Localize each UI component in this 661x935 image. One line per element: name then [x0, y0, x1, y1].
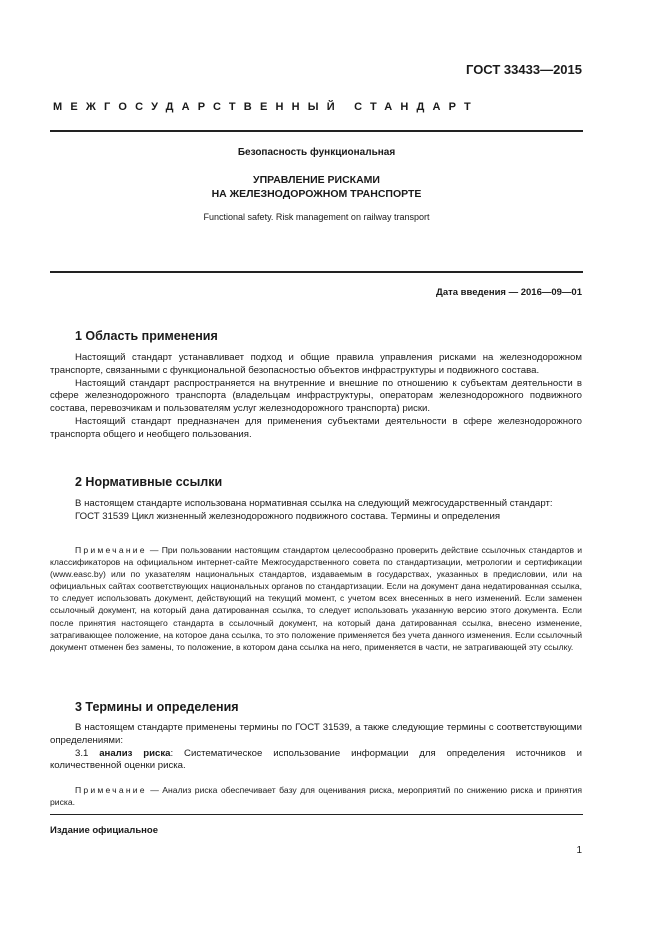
introduction-date: Дата введения — 2016—09—01 [436, 287, 582, 298]
term-entry [50, 748, 582, 774]
section-1-heading: 1 Область применения [75, 329, 218, 343]
document-number: ГОСТ 33433—2015 [466, 62, 582, 77]
english-title: Functional safety. Risk management on railway transport [203, 212, 430, 222]
interstate-standard-label: МЕЖГОСУДАРСТВЕННЫЙ СТАНДАРТ [53, 101, 479, 113]
page-number: 1 [576, 845, 582, 856]
section-1-paragraph: Настоящий стандарт распространяется на внутренние и внешние по отношению к субъектам деятельности в сфере железнодорожного транспорта (владельцам инфраструктуры, операторам железнодорожного подвижного состава, перевозчикам и пользователям услуг железнодорожного транспорта) риски. [50, 377, 582, 415]
title-bottom-rule [50, 271, 583, 273]
footer-rule [50, 814, 583, 815]
section-1-paragraph: Настоящий стандарт предназначен для применения субъектами деятельности в сфере железнодорожного транспорта общего и необщего пользования. [50, 415, 582, 440]
section-2-body [50, 498, 582, 524]
standard-title [50, 173, 583, 201]
standard-title-line1: УПРАВЛЕНИЕ РИСКАМИ [253, 174, 380, 186]
note-label: Примечание [75, 785, 147, 795]
standard-title-line2: НА ЖЕЛЕЗНОДОРОЖНОМ ТРАНСПОРТЕ [211, 188, 422, 200]
note-text: — Анализ риска обеспечивает базу для оценивания риска, мероприятий по снижению риска и принятия риска. [50, 785, 582, 808]
edition-label: Издание официальное [50, 825, 158, 836]
section-2-paragraph: В настоящем стандарте использована нормативная ссылка на следующий межгосударственный стандарт: [75, 498, 553, 509]
section-3-body [50, 722, 582, 773]
note-label: Примечание [75, 545, 147, 555]
term-definition: : Систематическое использование информации для определения источников и количественной оценки риска. [50, 747, 582, 772]
section-2-heading: 2 Нормативные ссылки [75, 475, 223, 489]
top-rule [50, 130, 583, 132]
section-1-body [50, 352, 582, 442]
section-3-heading: 3 Термины и определения [75, 700, 239, 714]
section-1-paragraph: Настоящий стандарт устанавливает подход и общие правила управления рисками на железнодорожном транспорте, связанными с функциональной безопасностью объектов инфраструктуры и подвижного состава. [50, 352, 582, 376]
section-2-reference: ГОСТ 31539 Цикл жизненный железнодорожного подвижного состава. Термины и определения [75, 510, 501, 522]
term-name: анализ риска [99, 747, 171, 759]
note-text: — При пользовании настоящим стандартом целесообразно проверить действие ссылочных стандартов и классификаторов на официальном интернет-сайте Межгосударственного совета по стандартизации, метрологии и сертификации (www.easc.by) или по указателям национальных стандартов, издаваемым в государствах, указанных в предисловии, или на официальных сайтах соответствующих национальных органов по стандартизации. Если на документ дана недатированная ссылка, то следует использовать документ, действующий на текущий момент, с учетом всех внесенных в него изменений. Если заменен ссылочный документ, на который дана датированная ссылка, то следует использовать указанную версию этого документа. Если после принятия настоящего стандарта в ссылочный документ, на который дана датированная ссылка, внесено изменение, затрагивающее положение, на которое дана ссылка, то это положение применяется без учета данного изменения. Если ссылочный документ отменен без замены, то положение, в котором дана ссылка на него, применяется в части, не затрагивающей эту ссылку. [50, 545, 582, 652]
standard-subtitle: Безопасность функциональная [237, 147, 396, 158]
section-3-note [50, 784, 582, 808]
term-number: 3.1 [75, 747, 100, 759]
section-3-paragraph: В настоящем стандарте применены термины по ГОСТ 31539, а также следующие термины с соответствующими определениями: [50, 722, 582, 746]
section-2-note [50, 544, 582, 653]
